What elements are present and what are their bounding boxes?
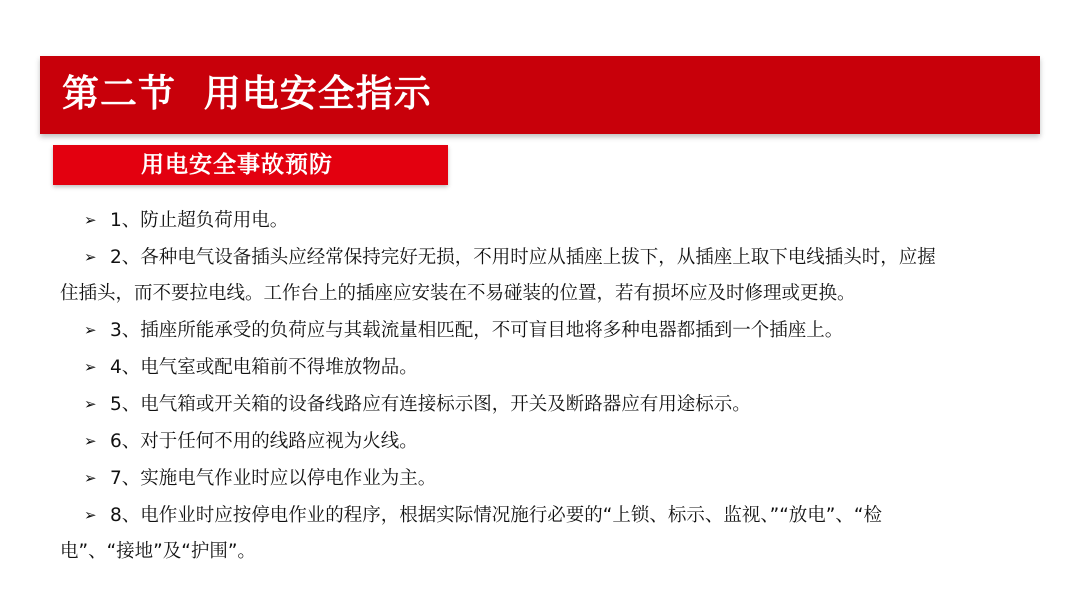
arrow-bullet-icon: ➢	[84, 248, 97, 266]
list-item-continuation	[60, 534, 1034, 570]
title-banner	[40, 56, 1040, 134]
item-text: 6、对于任何不用的线路应视为火线。	[110, 431, 418, 452]
item-text: 1、防止超负荷用电。	[110, 210, 289, 231]
subtitle-banner	[53, 145, 448, 185]
list-item	[84, 239, 1034, 276]
item-text: 7、实施电气作业时应以停电作业为主。	[110, 468, 437, 489]
item-text: 2、各种电气设备插头应经常保持完好无损，不用时应从插座上拔下，从插座上取下电线插头时，应握	[110, 247, 936, 268]
arrow-bullet-icon: ➢	[84, 211, 97, 229]
item-text-wrap: 住插头，而不要拉电线。工作台上的插座应安装在不易碰装的位置，若有损坏应及时修理或更换。	[60, 283, 856, 304]
arrow-bullet-icon: ➢	[84, 358, 97, 376]
list-item	[84, 349, 1034, 386]
safety-list	[60, 202, 1034, 570]
item-text: 3、插座所能承受的负荷应与其载流量相匹配，不可盲目地将多种电器都插到一个插座上。	[110, 320, 844, 341]
arrow-bullet-icon: ➢	[84, 469, 97, 487]
arrow-bullet-icon: ➢	[84, 321, 97, 339]
page-title: 第二节 用电安全指示	[62, 72, 432, 115]
item-text: 8、电作业时应按停电作业的程序，根据实际情况施行必要的“上锁、标示、监视、”“放电”、“检	[110, 505, 882, 526]
item-text: 4、电气室或配电箱前不得堆放物品。	[110, 357, 418, 378]
list-item	[84, 460, 1034, 497]
list-item	[84, 202, 1034, 239]
list-item	[84, 423, 1034, 460]
section-subtitle: 用电安全事故预防	[141, 152, 333, 178]
item-text: 5、电气箱或开关箱的设备线路应有连接标示图，开关及断路器应有用途标示。	[110, 394, 751, 415]
list-item	[84, 497, 1034, 534]
arrow-bullet-icon: ➢	[84, 506, 97, 524]
list-item	[84, 386, 1034, 423]
list-item	[84, 312, 1034, 349]
item-text-wrap: 电”、“接地”及“护围”。	[60, 541, 256, 562]
arrow-bullet-icon: ➢	[84, 395, 97, 413]
arrow-bullet-icon: ➢	[84, 432, 97, 450]
list-item-continuation	[60, 276, 1034, 312]
